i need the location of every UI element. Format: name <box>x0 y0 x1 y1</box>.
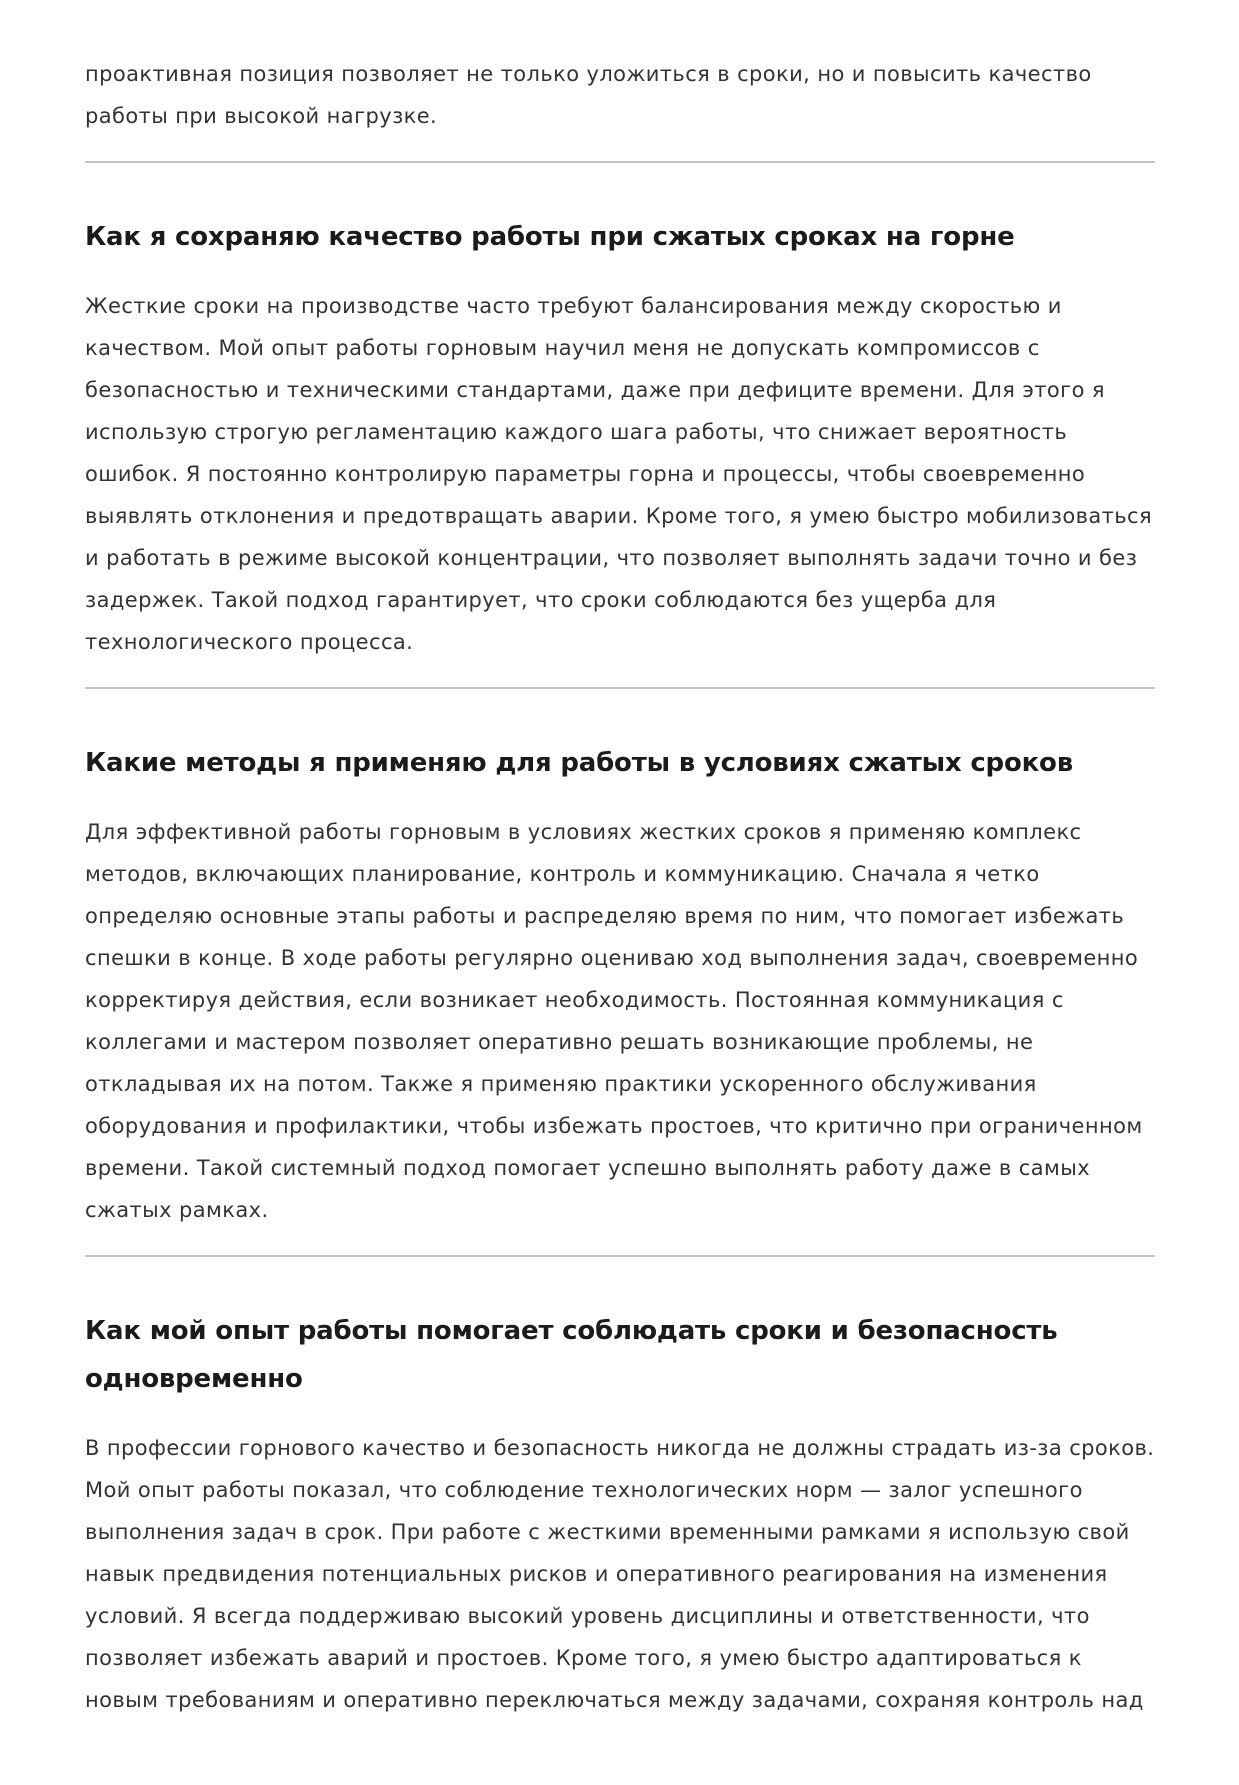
section-divider <box>85 687 1155 689</box>
section-heading: Как мой опыт работы помогает соблюдать сроки и безопасность одновременно <box>85 1316 1058 1394</box>
document-section-quality <box>85 213 1155 663</box>
document-section-methods <box>85 739 1155 1231</box>
paragraph-continuation: проактивная позиция позволяет не только уложиться в сроки, но и повысить качество работы при высокой нагрузке. <box>85 62 1092 128</box>
section-paragraph: В профессии горнового качество и безопасность никогда не должны страдать из-за сроков. Мой опыт работы показал, что соблюдение технологических норм — залог успешного выполнения задач в срок. При работе с жесткими временными рамками я использую свой навык предвидения потенциальных рисков и оперативного реагирования на изменения условий. Я всегда поддерживаю высокий уровень дисциплины и ответственности, что позволяет избежать аварий и простоев. Кроме того, я умею быстро адаптироваться к новым требованиям и оперативно переключаться между задачами, сохраняя контроль над <box>85 1436 1155 1712</box>
section-heading: Как я сохраняю качество работы при сжатых сроках на горне <box>85 222 1015 252</box>
section-divider <box>85 1255 1155 1257</box>
document-section-experience <box>85 1307 1155 1721</box>
section-paragraph: Для эффективной работы горновым в условиях жестких сроков я применяю комплекс методов, включающих планирование, контроль и коммуникацию. Сначала я четко определяю основные этапы работы и распределяю время по ним, что помогает избежать спешки в конце. В ходе работы регулярно оцениваю ход выполнения задач, своевременно корректируя действия, если возникает необходимость. Постоянная коммуникация с коллегами и мастером позволяет оперативно решать возникающие проблемы, не откладывая их на потом. Также я применяю практики ускоренного обслуживания оборудования и профилактики, чтобы избежать простоев, что критично при ограниченном времени. Такой системный подход помогает успешно выполнять работу даже в самых сжатых рамках. <box>85 820 1143 1222</box>
section-paragraph: Жесткие сроки на производстве часто требуют балансирования между скоростью и качеством. Мой опыт работы горновым научил меня не допускать компромиссов с безопасностью и техническими стандартами, даже при дефиците времени. Для этого я использую строгую регламентацию каждого шага работы, что снижает вероятность ошибок. Я постоянно контролирую параметры горна и процессы, чтобы своевременно выявлять отклонения и предотвращать аварии. Кроме того, я умею быстро мобилизоваться и работать в режиме высокой концентрации, что позволяет выполнять задачи точно и без задержек. Такой подход гарантирует, что сроки соблюдаются без ущерба для технологического процесса. <box>85 294 1153 654</box>
section-divider <box>85 161 1155 163</box>
section-heading: Какие методы я применяю для работы в условиях сжатых сроков <box>85 748 1073 778</box>
